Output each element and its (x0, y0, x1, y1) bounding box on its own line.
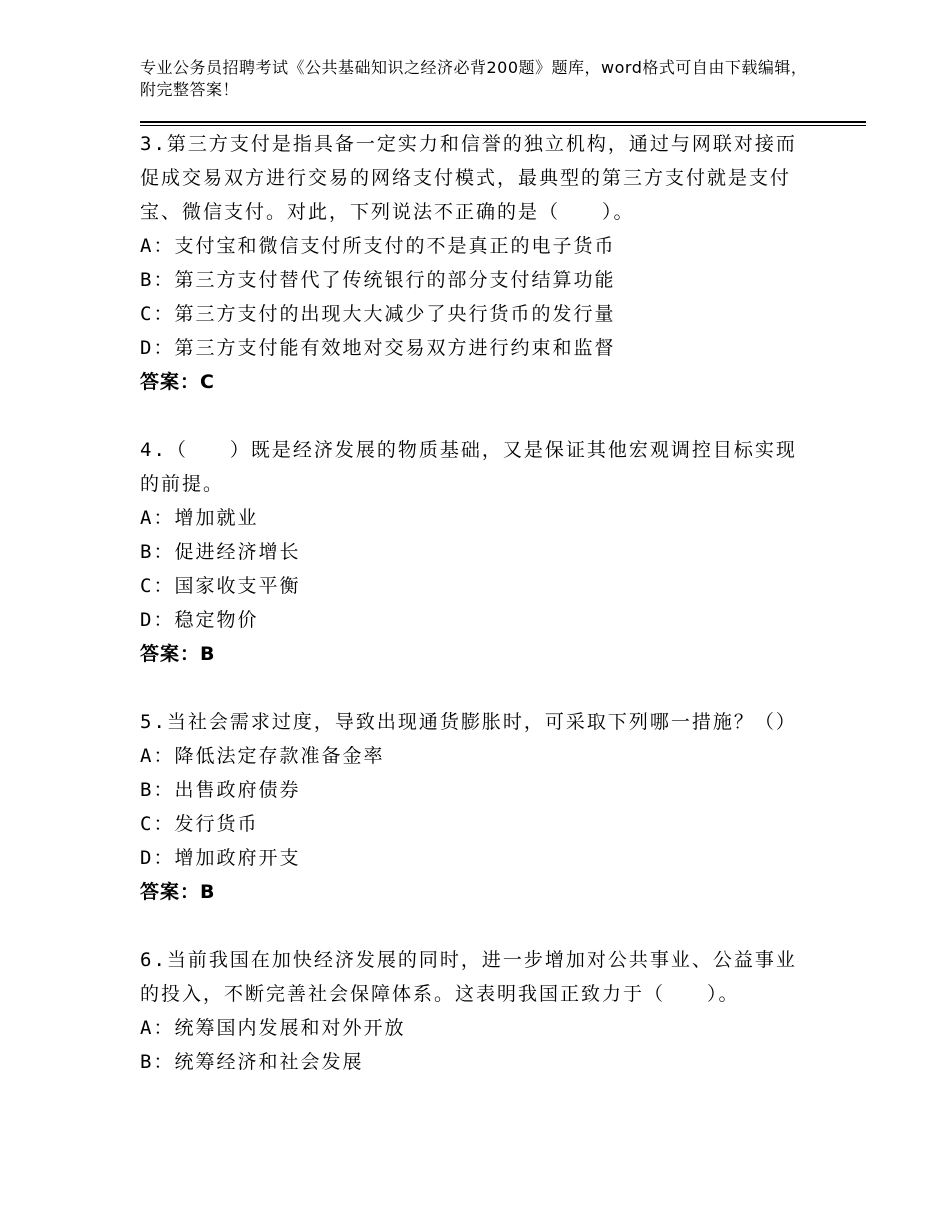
answer: 答案：C (140, 371, 215, 393)
question-text: 4.（ ）既是经济发展的物质基础，又是保证其他宏观调控目标实现的前提。 (140, 439, 797, 495)
option-d: D：增加政府开支 (140, 847, 301, 869)
option-b: B：统筹经济和社会发展 (140, 1051, 364, 1073)
option-b: B：出售政府债券 (140, 779, 301, 801)
option-c: C：第三方支付的出现大大减少了央行货币的发行量 (140, 303, 616, 325)
document-header: 专业公务员招聘考试《公共基础知识之经济必背200题》题库，word格式可自由下载编辑，附完整答案！ (140, 58, 808, 99)
question-text: 5.当社会需求过度，导致出现通货膨胀时，可采取下列哪一措施？（） (140, 711, 797, 733)
option-a: A：支付宝和微信支付所支付的不是真正的电子货币 (140, 235, 616, 257)
option-b: B：促进经济增长 (140, 541, 301, 563)
answer: 答案：B (140, 643, 216, 665)
question-text: 3.第三方支付是指具备一定实力和信誉的独立机构，通过与网联对接而促成交易双方进行交易的网络支付模式，最典型的第三方支付就是支付宝、微信支付。对此，下列说法不正确的是（ ）。 (140, 133, 797, 223)
header-divider-thin (140, 125, 866, 126)
question-5 (140, 705, 800, 909)
header-divider-thick (140, 121, 866, 123)
option-d: D：稳定物价 (140, 609, 259, 631)
question-4 (140, 433, 800, 671)
option-a: A：降低法定存款准备金率 (140, 745, 385, 767)
question-text: 6.当前我国在加快经济发展的同时，进一步增加对公共事业、公益事业的投入，不断完善社会保障体系。这表明我国正致力于（ ）。 (140, 949, 797, 1005)
question-3 (140, 127, 800, 399)
option-c: C：国家收支平衡 (140, 575, 301, 597)
option-b: B：第三方支付替代了传统银行的部分支付结算功能 (140, 269, 616, 291)
option-d: D：第三方支付能有效地对交易双方进行约束和监督 (140, 337, 616, 359)
option-c: C：发行货币 (140, 813, 259, 835)
question-6 (140, 943, 800, 1079)
option-a: A：统筹国内发展和对外开放 (140, 1017, 406, 1039)
option-a: A：增加就业 (140, 507, 259, 529)
question-list (140, 127, 800, 1079)
answer: 答案：B (140, 881, 216, 903)
